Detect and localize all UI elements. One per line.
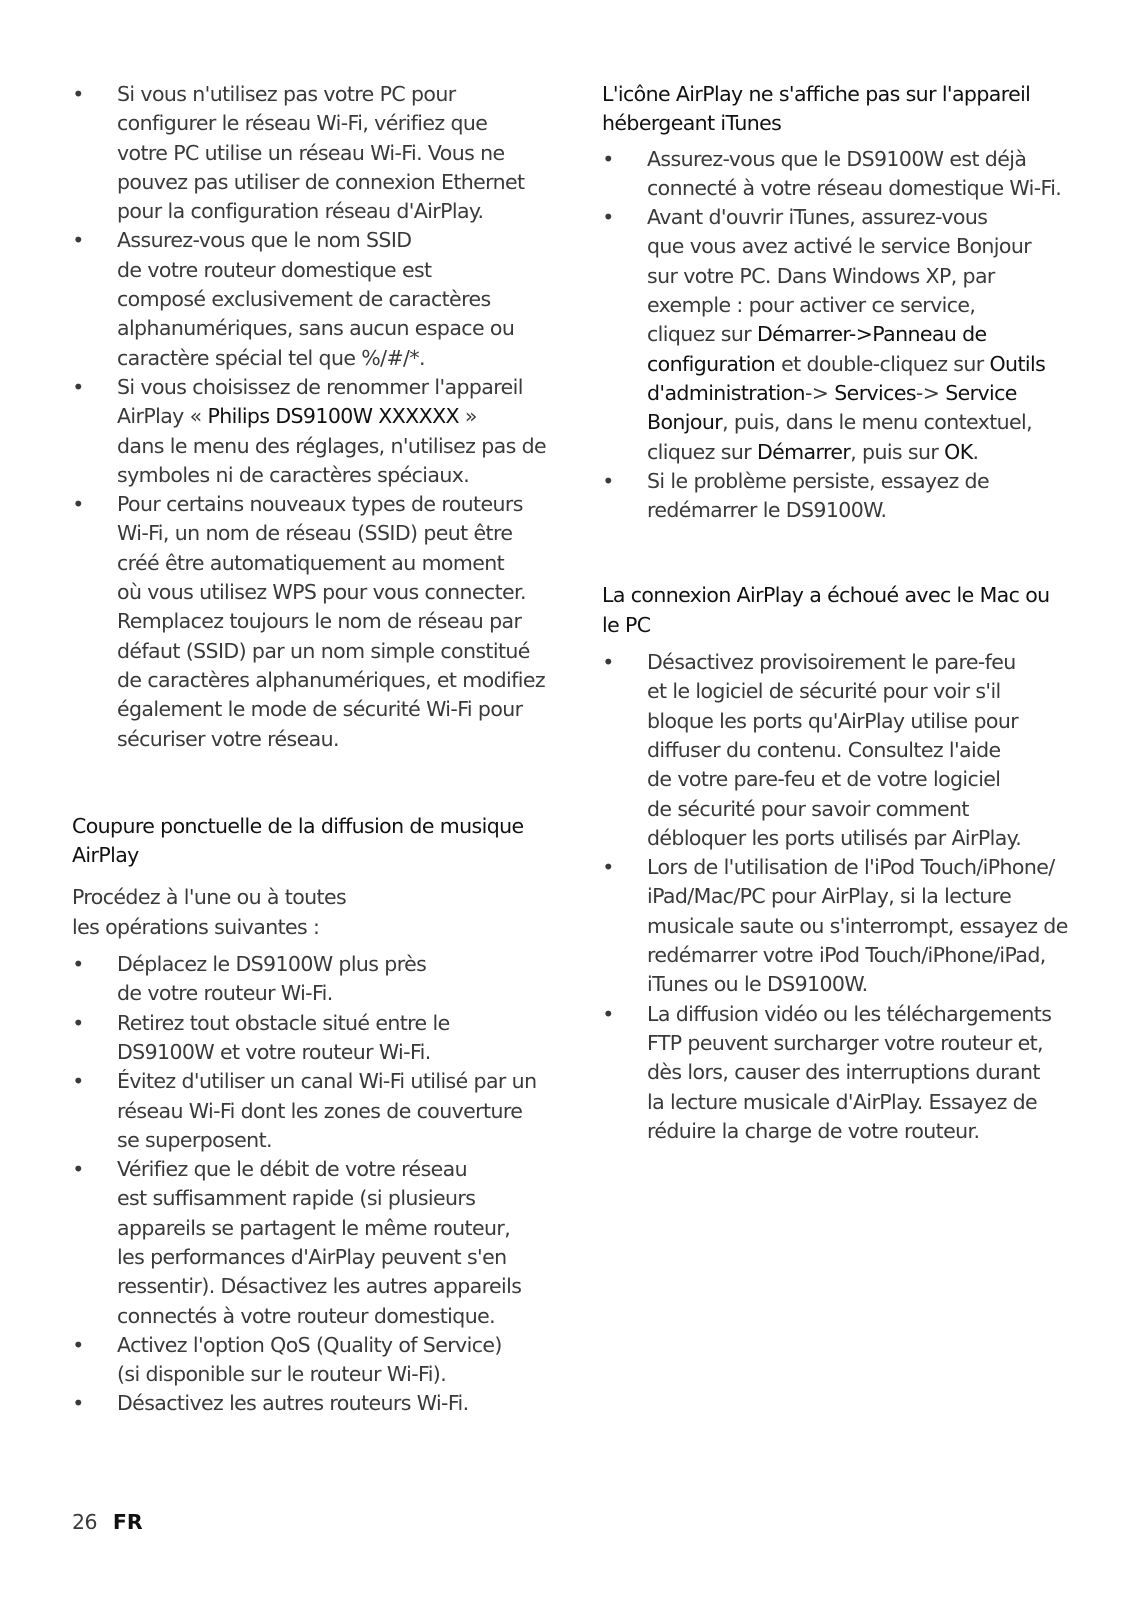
text-line: connecté à votre réseau domestique Wi-Fi. [647,175,1062,200]
list-item [72,226,548,372]
text-line: composé exclusivement de caractères [117,287,491,312]
text-line: Assurez-vous que le nom SSID [117,228,412,253]
text-line [647,408,1072,437]
list-item [602,853,1072,999]
bullet-icon: • [72,1332,84,1357]
text-line: les performances d'AirPlay peuvent s'en [117,1244,507,1269]
text-line: Lors de l'utilisation de l'iPod Touch/iPhone/ [647,855,1055,880]
list-item [602,1000,1072,1146]
text-line: hébergeant iTunes [602,111,782,136]
language-code: FR [112,1510,143,1534]
text-line: Remplacez toujours le nom de réseau par [117,609,522,634]
bullet-icon: • [602,146,614,171]
menu-term: Panneau de [872,322,987,347]
text-line: le PC [602,612,651,637]
text-line: La diffusion vidéo ou les téléchargements [647,1001,1052,1026]
list-item [72,1155,548,1331]
streaming-tips-list [72,950,548,1419]
text-line: redémarrer le DS9100W. [647,498,887,523]
text-line: FTP peuvent surcharger votre routeur et, [647,1030,1043,1055]
page-number: 26 [72,1510,97,1534]
bullet-icon: • [602,468,614,493]
text-line: symboles ni de caractères spéciaux. [117,462,470,487]
text-line: redémarrer votre iPod Touch/iPhone/iPad, [647,943,1046,968]
text-line: de votre routeur domestique est [117,257,432,282]
menu-term: Outils [989,351,1046,376]
text-line: diffuser du contenu. Consultez l'aide [647,737,1001,762]
text-line: dès lors, causer des interruptions durant [647,1060,1040,1085]
text-line: exemple : pour activer ce service, [647,293,976,318]
list-item [72,1331,548,1390]
text-line: caractère spécial tel que %/#/*. [117,345,425,370]
text-line: AirPlay [72,843,139,868]
device-name: Philips DS9100W XXXXXX [207,404,459,429]
text-line: alphanumériques, sans aucun espace ou [117,316,515,341]
text-line [647,438,1072,467]
text-line: iPad/Mac/PC pour AirPlay, si la lecture [647,884,1012,909]
text-line: sécuriser votre réseau. [117,726,339,751]
left-column [72,80,548,1419]
text-line: Pour certains nouveaux types de routeurs [117,492,523,517]
text-line: réduire la charge de votre routeur. [647,1118,980,1143]
list-item [72,1389,548,1418]
list-item [72,1067,548,1155]
text-fragment: et double-cliquez sur [775,351,990,376]
bullet-icon: • [72,1157,84,1182]
text-line: Déplacez le DS9100W plus près [117,952,427,977]
section-intro [72,883,548,942]
menu-term: configuration [647,351,776,376]
text-fragment: cliquez sur [647,322,757,347]
text-fragment: -> [915,380,946,405]
text-line: est suffisamment rapide (si plusieurs [117,1186,476,1211]
menu-arrow: -> [848,322,873,347]
list-item [602,648,1072,853]
text-line: bloque les ports qu'AirPlay utilise pour [647,708,1019,733]
text-line: DS9100W et votre routeur Wi-Fi. [117,1039,431,1064]
text-line: se superposent. [117,1127,272,1152]
connection-failed-tips-list [602,648,1072,1146]
bullet-icon: • [602,650,614,675]
text-line: Coupure ponctuelle de la diffusion de musique [72,813,524,838]
list-item [602,145,1072,204]
text-line: appareils se partagent le même routeur, [117,1215,511,1240]
text-line: Désactivez les autres routeurs Wi-Fi. [117,1391,469,1416]
text-line: iTunes ou le DS9100W. [647,972,868,997]
text-line: Avant d'ouvrir iTunes, assurez-vous [647,205,988,230]
bullet-icon: • [602,1001,614,1026]
text-line: Si vous choisissez de renommer l'appareil [117,374,523,399]
bullet-icon: • [72,228,84,253]
bullet-icon: • [72,492,84,517]
text-line: La connexion AirPlay a échoué avec le Mac ou [602,583,1050,608]
bullet-icon: • [72,1010,84,1035]
menu-term: Démarrer [756,439,851,464]
text-line: Procédez à l'une ou à toutes [72,885,347,910]
text-line: réseau Wi-Fi dont les zones de couverture [117,1098,523,1123]
list-item [602,467,1072,526]
bullet-icon: • [602,855,614,880]
list-item [72,490,548,754]
text-line: Assurez-vous que le DS9100W est déjà [647,146,1027,171]
text-line: Désactivez provisoirement le pare-feu [647,650,1016,675]
section-heading [602,581,1072,640]
menu-term: d'administration [647,380,805,405]
text-line: également le mode de sécurité Wi-Fi pour [117,697,523,722]
text-line: créé être automatiquement au moment [117,550,505,575]
text-line: sur votre PC. Dans Windows XP, par [647,263,995,288]
text-line: Vérifiez que le débit de votre réseau [117,1157,468,1182]
text-line: pouvez pas utiliser de connexion Ethernet [117,169,525,194]
text-line: de votre routeur Wi-Fi. [117,981,333,1006]
text-fragment: , puis sur [850,439,945,464]
text-line: défaut (SSID) par un nom simple constitué [117,638,530,663]
bullet-icon: • [602,205,614,230]
text-line: où vous utilisez WPS pour vous connecter. [117,580,526,605]
list-item [602,203,1072,467]
bullet-icon: • [72,1391,84,1416]
list-item [72,80,548,226]
menu-term: Services [834,380,916,405]
list-item [72,950,548,1009]
text-line: Si vous n'utilisez pas votre PC pour [117,82,456,106]
bullet-icon: • [72,1069,84,1094]
text-line: Wi-Fi, un nom de réseau (SSID) peut être [117,521,513,546]
text-line [647,379,1072,408]
bullet-icon: • [72,82,84,106]
text-line: dans le menu des réglages, n'utilisez pas de [117,433,547,458]
text-line: L'icône AirPlay ne s'affiche pas sur l'appareil [602,82,1031,106]
text-fragment: » [458,404,477,429]
text-line: et le logiciel de sécurité pour voir s'il [647,679,1001,704]
list-item [72,1009,548,1068]
text-line: la lecture musicale d'AirPlay. Essayez de [647,1089,1038,1114]
menu-term: OK [944,439,973,464]
text-fragment: cliquez sur [647,439,757,464]
bullet-icon: • [72,374,84,399]
text-line: votre PC utilise un réseau Wi-Fi. Vous ne [117,140,505,165]
text-line: Activez l'option QoS (Quality of Service) [117,1332,502,1357]
text-line: Retirez tout obstacle situé entre le [117,1010,450,1035]
section-heading [602,80,1072,139]
text-line [647,350,1072,379]
text-fragment: . [972,439,979,464]
section-heading [72,812,548,871]
text-line: connectés à votre routeur domestique. [117,1303,496,1328]
text-line [647,320,1072,349]
text-line: débloquer les ports utilisés par AirPlay. [647,825,1022,850]
text-fragment: -> [804,380,835,405]
text-line: musicale saute ou s'interrompt, essayez de [647,913,1068,938]
text-line: de votre pare-feu et de votre logiciel [647,767,1001,792]
text-line: de caractères alphanumériques, et modifiez [117,667,545,692]
menu-term: Bonjour [647,410,723,435]
menu-term: Service [945,380,1017,405]
right-column [602,80,1072,1146]
page-footer [72,1508,143,1537]
text-line: que vous avez activé le service Bonjour [647,234,1032,259]
text-line [117,402,548,431]
airplay-icon-tips-list [602,145,1072,526]
text-fragment: AirPlay « [117,404,208,429]
text-line: de sécurité pour savoir comment [647,796,969,821]
text-line: pour la configuration réseau d'AirPlay. [117,199,484,224]
text-fragment: , puis, dans le menu contextuel, [722,410,1033,435]
ssid-tips-list [72,80,548,754]
bullet-icon: • [72,952,84,977]
text-line: Si le problème persiste, essayez de [647,468,989,493]
list-item [72,373,548,490]
text-line: (si disponible sur le routeur Wi-Fi). [117,1362,447,1387]
text-line: Évitez d'utiliser un canal Wi-Fi utilisé par un [117,1069,537,1094]
menu-term: Démarrer [756,322,849,347]
text-line: les opérations suivantes : [72,914,320,939]
text-line: configurer le réseau Wi-Fi, vérifiez que [117,111,488,136]
text-line: ressentir). Désactivez les autres appareils [117,1274,522,1299]
